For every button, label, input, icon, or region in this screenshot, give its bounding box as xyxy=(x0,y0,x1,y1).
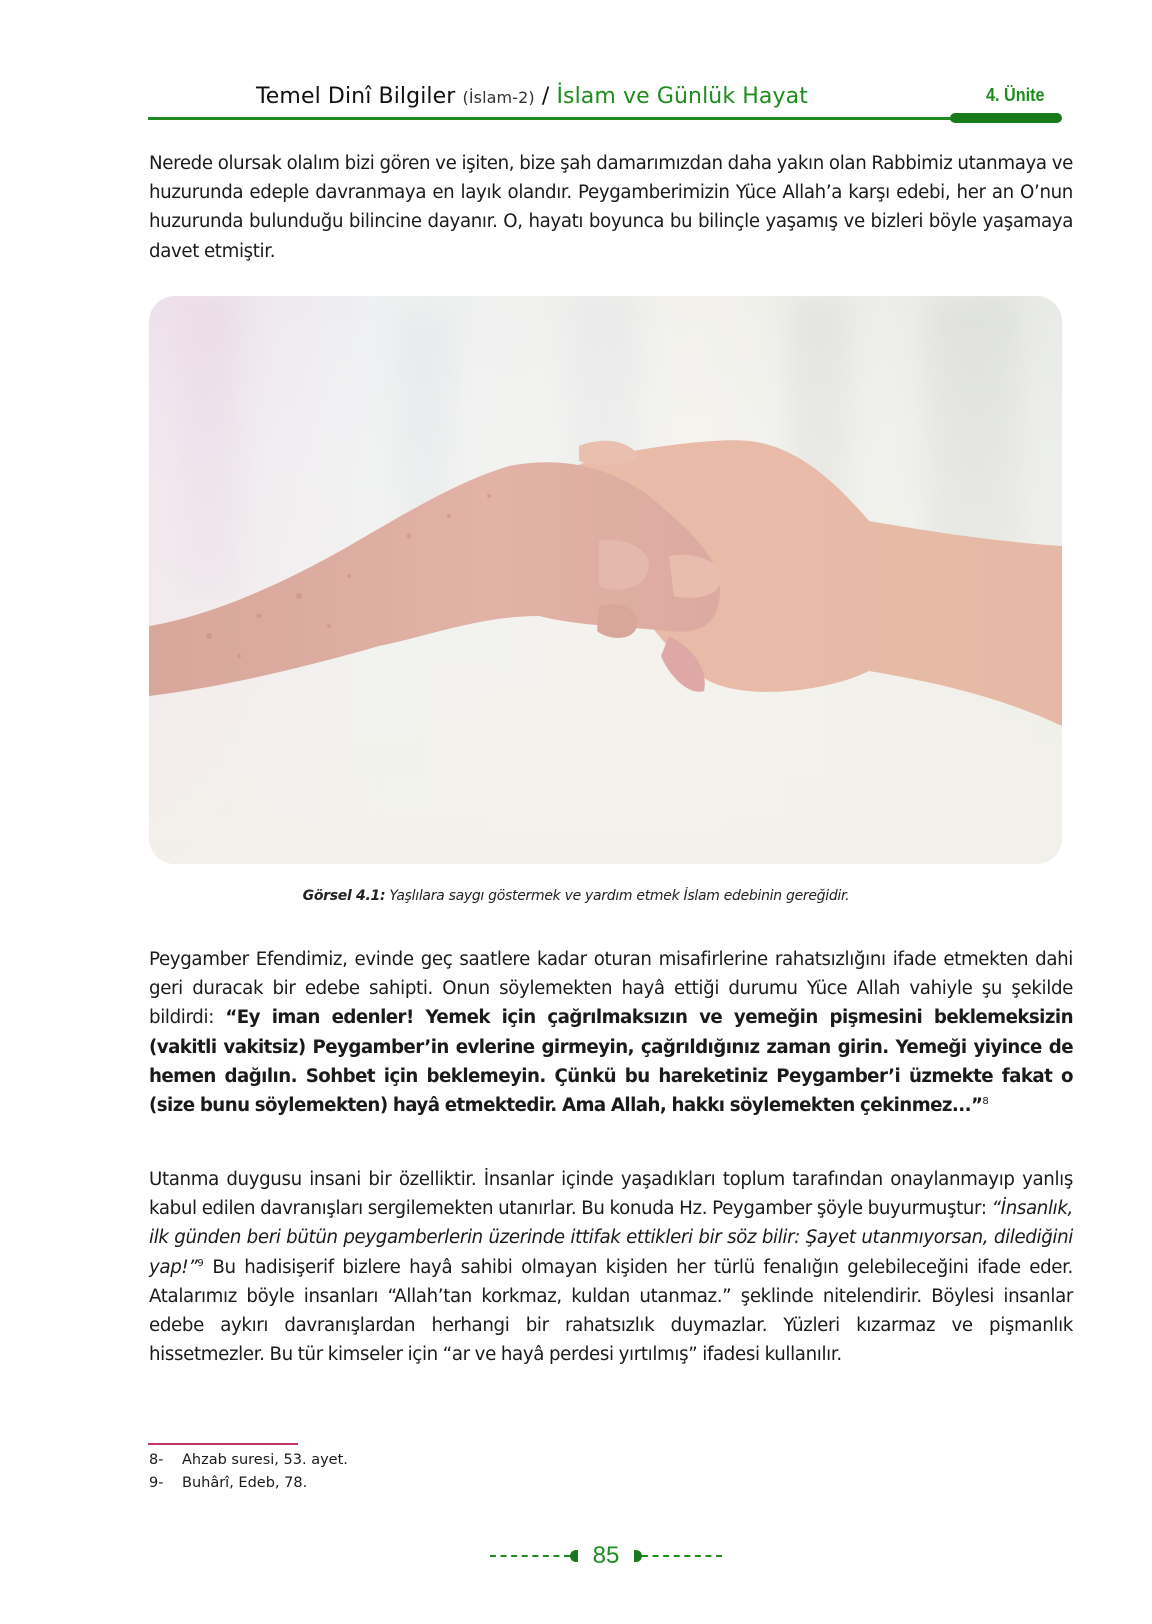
paragraph-2 xyxy=(149,945,1073,1120)
figure-label: Görsel 4.1: xyxy=(302,888,386,904)
paragraph-3-rest: Bu hadisişerif bizlere hayâ sahibi olmayan kişiden her türlü fenalığın gelebileceğini ifade eder. Atalarımız böyle insanları “Allah’tan korkmaz, kuldan utanmaz.” şeklinde nitelendirir. Böylesi insanlar edebe aykırı davranışlardan herhangi bir rahatsızlık duymazlar. Yüzleri kızarmaz ve pişmanlık hissetmezler. Bu tür kimseler için “ar ve hayâ perdesi yırtılmış” ifadesi kullanılır. xyxy=(149,1256,1073,1366)
page-number: 85 xyxy=(592,1542,620,1569)
header-separator: / xyxy=(541,84,550,109)
quran-quote: “Ey iman edenler! Yemek için çağrılmaksızın ve yemeğin pişmesini beklemeksizin (vakitli vakitsiz) Peygamber’in evlerine girmeyin, çağrıldığınız zaman girin. Yemeği yiyince de hemen dağılın. Sohbet için beklemeyin. Çünkü bu hareketiniz Peygamber’i üzmekte fakat o (size bunu söylemekten) hayâ etmektedir. Ama Allah, hakkı söylemekten çekinmez...” xyxy=(149,1007,1073,1117)
dashed-line-right xyxy=(642,1555,722,1557)
unit-label: 4. Ünite xyxy=(986,85,1045,105)
footnote-text: Ahzab suresi, 53. ayet. xyxy=(182,1452,348,1468)
footnote-number: 9- xyxy=(149,1475,164,1491)
page-number-footer xyxy=(0,1542,1152,1568)
footnote-text: Buhârî, Edeb, 78. xyxy=(182,1475,308,1491)
page-marker-right-icon xyxy=(634,1550,642,1562)
header-accent-bar xyxy=(950,113,1062,123)
hadith-quote: “İnsanlık, ilk günden beri bütün peygamberlerin üzerinde ittifak ettikleri bir söz bilir: Şayet utanmıyorsan, dilediğini yap!” xyxy=(149,1198,1073,1278)
held-hands-image xyxy=(149,296,1062,864)
figure-caption xyxy=(0,888,1152,904)
footnote-number: 8- xyxy=(149,1452,164,1468)
footnote-rule xyxy=(148,1443,298,1445)
figure-photo xyxy=(149,296,1062,864)
running-header xyxy=(256,84,808,109)
unit-title: İslam ve Günlük Hayat xyxy=(556,84,808,109)
dashed-line-left xyxy=(490,1555,570,1557)
footnote-9 xyxy=(149,1475,307,1491)
paragraph-3 xyxy=(149,1165,1073,1369)
footnote-ref-9[interactable]: 9 xyxy=(197,1257,204,1269)
paragraph-1: Nerede olursak olalım bizi gören ve işiten, bize şah damarımızdan daha yakın olan Rabbimiz utanmaya ve huzurunda edeple davranmaya en layık olandır. Peygamberimizin Yüce Allah’a karşı edebi, her an O’nun huzurunda bulunduğu bilincine dayanır. O, hayatı boyunca bu bilinçle yaşamış ve bizleri böyle yaşamaya davet etmiştir. xyxy=(149,153,1073,262)
footnote-8 xyxy=(149,1452,348,1468)
book-subtitle: (İslam-2) xyxy=(462,88,535,107)
figure-caption-text: Yaşlılara saygı göstermek ve yardım etmek İslam edebinin gereğidir. xyxy=(385,888,850,904)
paragraph-2-intro: Peygamber Efendimiz, evinde geç saatlere kadar oturan misafirlerine rahatsızlığını ifade etmekten dahi geri duracak bir edebe sahipti. Onun söylemekten hayâ ettiği durumu Yüce Allah vahiyle şu şekilde bildirdi: xyxy=(149,949,1073,1029)
paragraph-3-intro: Utanma duygusu insani bir özelliktir. İnsanlar içinde yaşadıkları toplum tarafından onaylanmayıp yanlış kabul edilen davranışları sergilemekten utanırlar. Bu konuda Hz. Peygamber şöyle buyurmuştur: xyxy=(149,1169,1073,1220)
header-rule xyxy=(148,117,958,120)
page-marker-left-icon xyxy=(570,1550,578,1562)
book-title: Temel Dinî Bilgiler xyxy=(256,84,456,109)
footnote-ref-8[interactable]: 8 xyxy=(982,1096,989,1108)
